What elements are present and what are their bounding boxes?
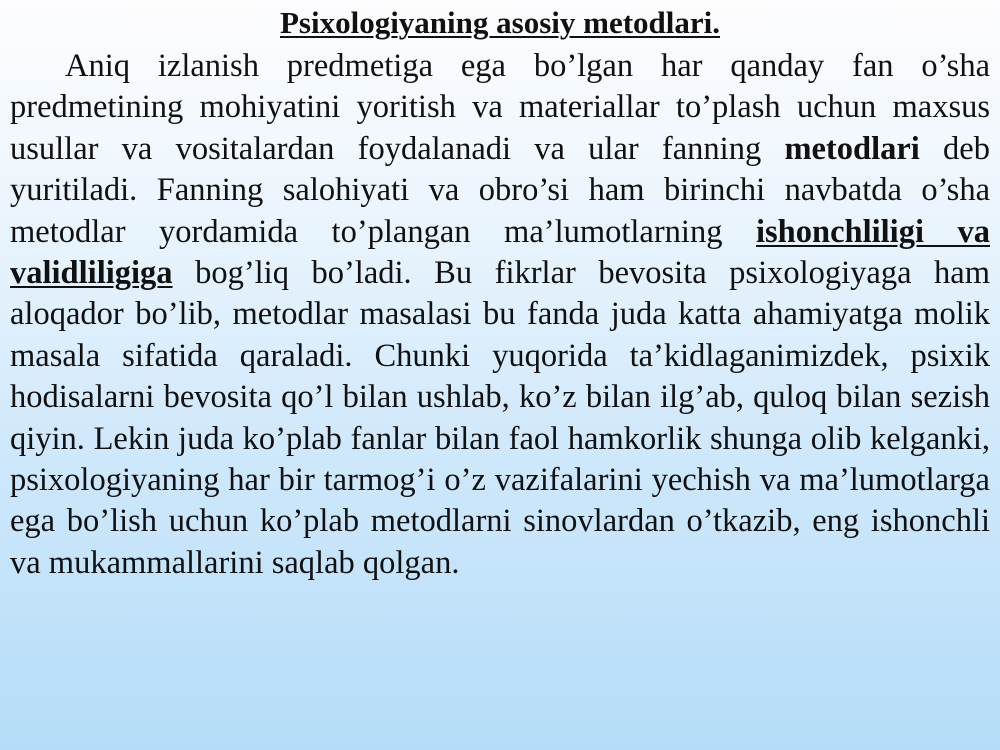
paragraph-text-part-2: deb yuritiladi. Fanning salohiyati va obro’si ham birinchi navbatda o’sha metodlar yordamida to’plangan ma’lumotlarning xyxy=(10,130,990,250)
term-ishonchliligi: ishonchliligi va validliligiga xyxy=(10,213,990,292)
term-metodlari: metodlari xyxy=(784,130,920,167)
paragraph-text-part-1: Aniq izlanish predmetiga ega bo’lgan har qanday fan o’sha predmetining mohiyatini yoritish va materiallar to’plash uchun maxsus usullar va vositalardan foydalanadi va ular fanning xyxy=(10,48,990,167)
paragraph-text-part-3: bog’liq bo’ladi. Bu fikrlar bevosita psixologiyaga ham aloqador bo’lib, metodlar masalasi bu fanda juda katta ahamiyatga molik masala sifatida qaraladi. Chunki yuqorida ta’kidlaganimizdek, psixik hodisalarni bevosita qo’l bilan ushlab, ko’z bilan ilg’ab, quloq bilan sezish qiyin. Lekin juda ko’plab fanlar bilan faol hamkorlik shunga olib kelganki, psixologiyaning har bir tarmog’i o’z vazifalarini yechish va ma’lumotlarga ega bo’lish uchun ko’plab metodlarni sinovlardan o’tkazib, eng ishonchli va mukammallarini saqlab qolgan. xyxy=(10,255,990,581)
slide-title: Psixologiyaning asosiy metodlari. xyxy=(279,5,721,40)
body-paragraph xyxy=(10,46,990,584)
